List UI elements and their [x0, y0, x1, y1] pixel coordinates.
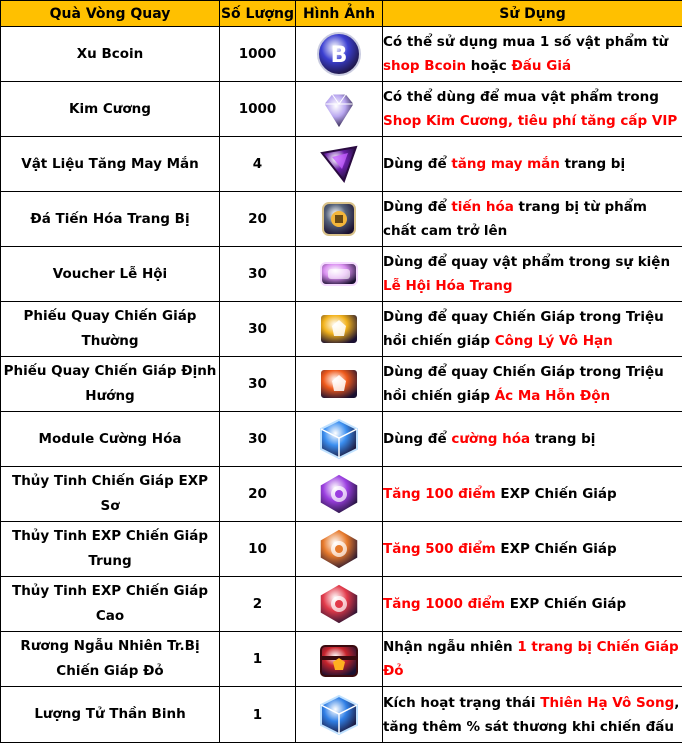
item-name: Thủy Tinh EXP Chiến Giáp Trung [1, 522, 220, 577]
usage-text: Dùng để quay vật phẩm trong sự kiện [383, 254, 670, 270]
usage-text: Có thể sử dụng mua 1 số vật phẩm từ [383, 34, 668, 50]
item-quantity: 1000 [220, 82, 296, 137]
usage-text: Dùng để [383, 431, 451, 447]
usage-highlight: Tăng 100 điểm [383, 486, 496, 502]
usage-highlight: Tăng 500 điểm [383, 541, 496, 557]
table-row [1, 302, 682, 357]
item-image-cell [296, 687, 383, 743]
item-quantity: 30 [220, 357, 296, 412]
usage-text: , tăng thêm % sát thương khi chiến đấu [383, 695, 679, 735]
item-image-cell [296, 247, 383, 302]
item-name: Thủy Tinh Chiến Giáp EXP Sơ [1, 467, 220, 522]
item-usage [383, 467, 682, 522]
usage-text: EXP Chiến Giáp [496, 541, 617, 557]
item-image-cell [296, 467, 383, 522]
purple-crystal-icon [314, 139, 364, 189]
item-usage [383, 522, 682, 577]
table-row [1, 522, 682, 577]
item-usage [383, 27, 682, 82]
usage-text: Kích hoạt trạng thái [383, 695, 540, 711]
item-name: Voucher Lễ Hội [1, 247, 220, 302]
yellow-ticket-icon [314, 304, 364, 354]
quantum-cube-icon [314, 690, 364, 740]
table-row [1, 632, 682, 687]
item-image-cell [296, 302, 383, 357]
table-row [1, 27, 682, 82]
red-chest-icon [314, 634, 364, 684]
item-name: Phiếu Quay Chiến Giáp Định Hướng [1, 357, 220, 412]
usage-text: trang bị [530, 431, 595, 447]
usage-highlight: shop Bcoin [383, 58, 466, 74]
item-usage [383, 137, 682, 192]
item-usage [383, 577, 682, 632]
item-usage [383, 247, 682, 302]
item-name: Lượng Tử Thần Binh [1, 687, 220, 743]
item-quantity: 20 [220, 467, 296, 522]
item-quantity: 30 [220, 247, 296, 302]
usage-highlight: tăng may mắn [451, 156, 560, 172]
usage-highlight: Công Lý Vô Hạn [495, 333, 613, 349]
item-image-cell [296, 357, 383, 412]
item-image-cell [296, 412, 383, 467]
bcoin-icon [314, 29, 364, 79]
item-image-cell [296, 82, 383, 137]
usage-highlight: Shop Kim Cương, tiêu phí tăng cấp VIP [383, 113, 677, 129]
item-quantity: 10 [220, 522, 296, 577]
voucher-icon [314, 249, 364, 299]
item-usage [383, 357, 682, 412]
header-image: Hình Ảnh [296, 1, 383, 27]
usage-text: Dùng để quay Chiến Giáp trong Triệu hồi chiến giáp [383, 309, 664, 349]
table-row [1, 687, 682, 743]
item-quantity: 30 [220, 412, 296, 467]
item-image-cell [296, 632, 383, 687]
item-quantity: 30 [220, 302, 296, 357]
diamond-icon [314, 84, 364, 134]
table-row [1, 467, 682, 522]
usage-highlight: Tăng 1000 điểm [383, 596, 505, 612]
usage-highlight: cường hóa [451, 431, 530, 447]
item-usage [383, 632, 682, 687]
item-image-cell [296, 522, 383, 577]
usage-text: EXP Chiến Giáp [505, 596, 626, 612]
usage-text: Dùng để [383, 199, 451, 215]
red-exp-crystal-icon [314, 579, 364, 629]
item-image-cell [296, 192, 383, 247]
header-item: Quà Vòng Quay [1, 1, 220, 27]
table-row [1, 247, 682, 302]
item-quantity: 1 [220, 687, 296, 743]
header-usage: Sử Dụng [383, 1, 682, 27]
table-row [1, 137, 682, 192]
item-usage [383, 687, 682, 743]
item-usage [383, 302, 682, 357]
item-image-cell [296, 137, 383, 192]
item-quantity: 1000 [220, 27, 296, 82]
header-qty: Số Lượng [220, 1, 296, 27]
table-row [1, 82, 682, 137]
table-row [1, 577, 682, 632]
usage-text: Nhận ngẫu nhiên [383, 639, 517, 655]
orange-ticket-icon [314, 359, 364, 409]
svg-text:B: B [331, 43, 348, 68]
item-name: Vật Liệu Tăng May Mắn [1, 137, 220, 192]
usage-highlight: Thiên Hạ Vô Song [540, 695, 674, 711]
usage-text: Dùng để quay Chiến Giáp trong Triệu hồi chiến giáp [383, 364, 664, 404]
item-image-cell [296, 577, 383, 632]
item-name: Xu Bcoin [1, 27, 220, 82]
usage-text: Dùng để [383, 156, 451, 172]
item-name: Kim Cương [1, 82, 220, 137]
usage-text: Có thể dùng để mua vật phẩm trong [383, 89, 659, 105]
item-usage [383, 82, 682, 137]
blue-cube-icon [314, 414, 364, 464]
table-row [1, 412, 682, 467]
item-quantity: 1 [220, 632, 296, 687]
item-name: Thủy Tinh EXP Chiến Giáp Cao [1, 577, 220, 632]
evolution-stone-icon [314, 194, 364, 244]
usage-highlight: 1 trang bị Chiến Giáp Đỏ [383, 639, 679, 679]
usage-highlight: Lễ Hội Hóa Trang [383, 278, 513, 294]
usage-text: trang bị [560, 156, 625, 172]
header-row [1, 1, 682, 27]
usage-text: hoặc [466, 58, 511, 74]
usage-text: trang bị từ phẩm chất cam trở lên [383, 199, 647, 239]
usage-highlight: Đấu Giá [512, 58, 572, 74]
table-row [1, 357, 682, 412]
item-quantity: 20 [220, 192, 296, 247]
item-usage [383, 412, 682, 467]
item-name: Đá Tiến Hóa Trang Bị [1, 192, 220, 247]
item-name: Rương Ngẫu Nhiên Tr.Bị Chiến Giáp Đỏ [1, 632, 220, 687]
usage-highlight: tiến hóa [451, 199, 514, 215]
purple-exp-crystal-icon [314, 469, 364, 519]
item-quantity: 2 [220, 577, 296, 632]
item-name: Phiếu Quay Chiến Giáp Thường [1, 302, 220, 357]
usage-highlight: Ác Ma Hỗn Độn [495, 388, 610, 404]
item-name: Module Cường Hóa [1, 412, 220, 467]
table-row [1, 192, 682, 247]
item-image-cell [296, 27, 383, 82]
item-usage [383, 192, 682, 247]
orange-exp-crystal-icon [314, 524, 364, 574]
usage-text: EXP Chiến Giáp [496, 486, 617, 502]
item-quantity: 4 [220, 137, 296, 192]
